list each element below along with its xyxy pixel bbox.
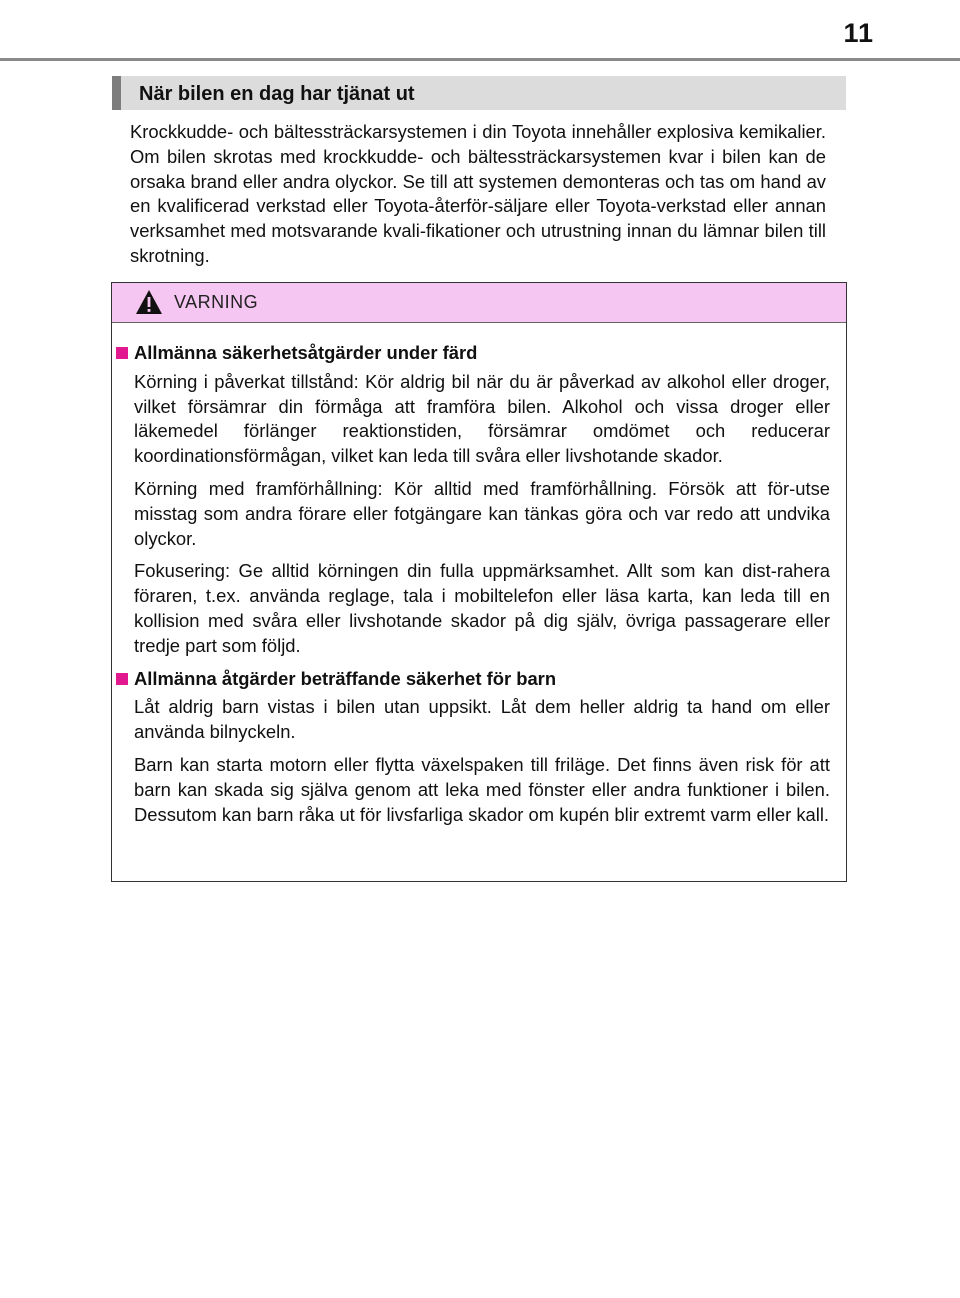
warning-triangle-icon [135,289,163,315]
warning-paragraph: Fokusering: Ge alltid körningen din fulla uppmärksamhet. Allt som kan dist-rahera föraren, t.ex. använda reglage, tala i mobiltelefon eller läsa karta, kan leda till en kollision med svåra eller livshotande skador på dig själv, övriga passagerare eller tredje part som följd. [134,560,830,656]
warning-group-children [116,667,830,828]
warning-paragraph: Låt aldrig barn vistas i bilen utan uppsikt. Låt dem heller aldrig ta hand om eller använda bilnyckeln. [134,696,830,743]
warning-label: VARNING [174,292,259,312]
warning-group-driving [116,341,830,659]
bullet-square-icon [116,673,128,685]
intro-paragraph: Krockkudde- och bältessträckarsystemen i din Toyota innehåller explosiva kemikalier. Om bilen skrotas med krockkudde- och bältessträckarsystemen kvar i bilen kan de orsaka brand eller andra olyckor. Se till att systemen demonteras och tas om hand av en kvalificerad verkstad eller Toyota-återför-säljare eller Toyota-verkstad eller annan verksamhet med motsvarande kvali-fikationer och utrustning innan du lämnar bilen till skrotning. [130,121,826,266]
section-header [112,76,846,110]
bullet-heading [116,667,830,692]
bullet-square-icon [116,347,128,359]
bullet-heading [116,341,830,366]
warning-header [112,283,846,323]
header-rule [0,58,960,61]
bullet-heading-text: Allmänna åtgärder beträffande säkerhet för barn [134,667,557,689]
page-number: 11 [843,18,874,48]
warning-paragraph: Körning i påverkat tillstånd: Kör aldrig bil när du är påverkad av alkohol eller droger, vilket försämrar din förmåga att framföra bilen. Alkohol och vissa droger eller läkemedel förlänger reaktionstiden, försämrar omdömet och reducerar koordinationsförmågan, vilket kan leda till svåra eller livshotande skador. [134,370,830,467]
section-title: När bilen en dag har tjänat ut [139,83,415,105]
warning-paragraph: Barn kan starta motorn eller flytta växelspaken till friläge. Det finns även risk för att barn kan skada sig själva genom att leka med fönster eller andra funktioner i bilen. Dessutom kan barn råka ut för livsfarliga skador om kupén blir extremt varm eller kall. [134,753,830,825]
warning-paragraph: Körning med framförhållning: Kör alltid med framförhållning. Försök att för-utse misstag som andra förare eller fotgängare kan tänkas göra och var redo att undvika olyckor. [134,477,830,549]
warning-box [111,282,847,882]
warning-body [112,323,846,827]
bullet-heading-text: Allmänna säkerhetsåtgärder under färd [134,342,478,363]
